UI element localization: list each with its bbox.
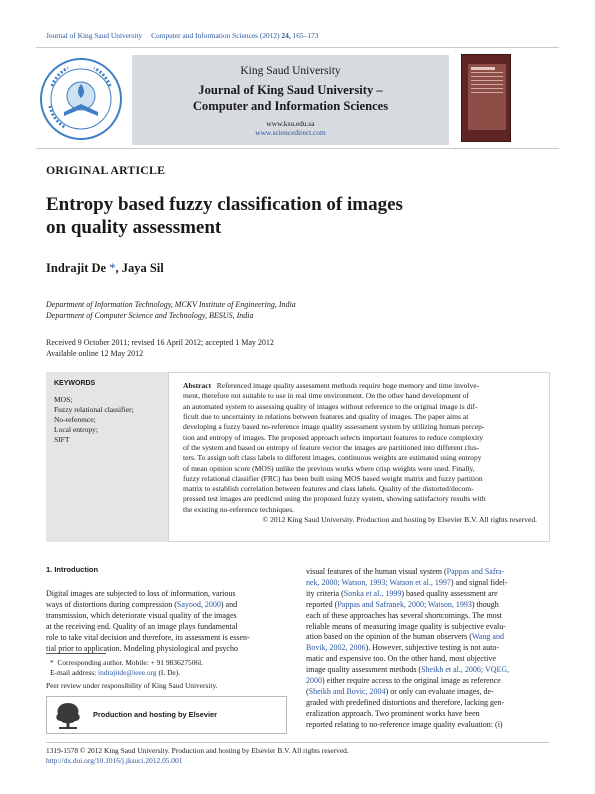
citation-link[interactable]: Sayood, 2000 xyxy=(176,599,221,609)
body-text: ity criteria ( xyxy=(306,588,344,598)
affiliation-2: Department of Computer Science and Technology, BESUS, India xyxy=(46,311,254,320)
body-line xyxy=(46,589,287,600)
footnote-email xyxy=(50,668,180,678)
body-text: ation based on the opinion of the human observers ( xyxy=(306,632,472,642)
title-line-1: Entropy based fuzzy classification of images xyxy=(46,194,403,215)
body-line xyxy=(306,567,549,578)
author-2: , Jaya Sil xyxy=(115,261,164,275)
article-history: Received 9 October 2011; revised 16 April 2012; accepted 1 May 2012 xyxy=(46,338,274,347)
body-text: ). However, subjective testing is not auto- xyxy=(365,643,499,653)
body-line xyxy=(46,622,287,633)
body-text: ( xyxy=(306,686,309,696)
abstract-line: fuzzy relational classifier (FRC) has been built using MOS based weight matrix and fuzzy partition xyxy=(183,473,483,483)
university-name: King Saud University xyxy=(240,65,341,77)
body-line xyxy=(306,720,549,731)
body-text: ) and xyxy=(220,599,238,609)
email-label: E-mail address: xyxy=(50,668,99,677)
production-box xyxy=(46,696,287,734)
journal-title-line1: Journal of King Saud University – xyxy=(198,83,383,97)
body-text: image quality assessment methods ( xyxy=(306,665,422,675)
body-text: reliable means of measuring image quality is subjective evalu- xyxy=(306,621,506,631)
abstract-box xyxy=(168,372,550,542)
footnote-mark: * xyxy=(50,658,54,667)
body-text: at the receiving end. Quality of an image plays fundamental xyxy=(46,621,238,631)
abstract-line: the existing no-reference techniques. xyxy=(183,504,295,514)
footnote-corresponding xyxy=(50,658,203,668)
keywords-box xyxy=(46,372,168,542)
body-text: graded with predefined distortions and therefore, lacking gen- xyxy=(306,697,505,707)
body-line xyxy=(306,687,549,698)
cover-title-bar xyxy=(471,67,495,70)
body-text: ) or only can evaluate images, de- xyxy=(385,686,494,696)
body-text: ) either require access to the original image as reference xyxy=(322,676,501,686)
footnote-rule xyxy=(46,653,106,654)
body-line xyxy=(306,578,549,589)
body-text: ways of distortions during compression ( xyxy=(46,599,177,609)
body-line xyxy=(306,611,549,622)
body-line xyxy=(306,665,549,676)
title-line-2: on quality assessment xyxy=(46,217,222,238)
production-text: Production and hosting by Elsevier xyxy=(93,710,218,719)
body-text: tial prior to application. Modeling physiological and psycho xyxy=(46,643,238,653)
keywords-title: KEYWORDS xyxy=(54,380,96,387)
body-text: Digital images are subjected to loss of information, various xyxy=(46,589,236,598)
citation-link[interactable]: Wang and xyxy=(471,632,504,642)
king-saud-university-logo xyxy=(38,56,124,142)
body-line xyxy=(306,654,549,665)
keyword-item: Fuzzy relational classifier; xyxy=(54,404,134,414)
body-line xyxy=(306,643,549,654)
body-text: reported relating to no-reference image quality evaluation: (i) xyxy=(306,719,503,729)
abstract-line: ment, therefore not suitable to use in real time environment. On the other hand development of xyxy=(183,391,470,401)
journal-header xyxy=(36,47,559,149)
abstract-line: tion and entropy of images. The proposed approach selects important features to reduce complexity xyxy=(183,432,483,442)
body-text: ) and signal fidel- xyxy=(450,577,508,587)
citation-link[interactable]: Pappas and Safra- xyxy=(446,567,505,576)
article-type: ORIGINAL ARTICLE xyxy=(46,163,166,177)
body-line xyxy=(306,622,549,633)
journal-ref-name[interactable]: Journal of King Saud University xyxy=(46,31,143,40)
journal-volume: 24, xyxy=(281,31,291,40)
keyword-item: MOS; xyxy=(54,394,73,404)
abstract-line: Abstract Referenced image quality assessment methods require huge memory and time involve- xyxy=(183,381,480,390)
body-text: role to take vital decision and therefore, its assessment is essen- xyxy=(46,632,250,642)
body-text: matic and expensive too. On the other hand, most objective xyxy=(306,654,496,664)
body-line xyxy=(306,698,549,709)
body-line xyxy=(306,676,549,687)
abstract-line: pressed test images are predicted using the proposed fuzzy system, showing satisfactory results with xyxy=(183,494,486,504)
journal-title-line2: Computer and Information Sciences xyxy=(192,99,389,113)
abstract-line: ters. To assign soft class labels to different images, continuous weights are estimated using entropy xyxy=(183,453,482,463)
abstract-line: of the system and based on entropy of feature vector the images are partitioned into different clus- xyxy=(183,442,480,452)
university-url: www.ksu.edu.sa xyxy=(266,119,315,128)
body-text: transmission, which deteriorate visual quality of the images xyxy=(46,610,237,620)
elsevier-tree-logo xyxy=(51,700,85,731)
abstract-line: of mean opinion score (MOS) unlike the previous works where crisp weights were used. Finally, xyxy=(183,463,475,473)
online-date: Available online 12 May 2012 xyxy=(46,349,144,358)
body-line xyxy=(306,600,549,611)
journal-cover-thumbnail xyxy=(461,54,511,142)
citation-link[interactable]: Pappas and Safranek, 2000; Watson, 1993 xyxy=(337,599,472,609)
body-text: each of these approaches has several shortcomings. The most xyxy=(306,610,503,620)
keyword-item: SIFT xyxy=(54,434,70,444)
body-text: reported ( xyxy=(306,599,338,609)
doi-link[interactable]: http://dx.doi.org/10.1016/j.jksuci.2012.05.001 xyxy=(46,756,183,765)
keyword-item: No-reference; xyxy=(54,414,96,424)
citation-link[interactable]: Sonka et al., 1999 xyxy=(343,588,402,598)
body-column-left xyxy=(46,589,287,654)
abstract-line: developing a fuzzy based no-reference image quality assessment system by utilizing human percep- xyxy=(183,422,485,432)
email-suffix: (I. De). xyxy=(156,668,181,677)
body-text: eralization approach. Two prominent works have been xyxy=(306,708,480,718)
affiliation-1: Department of Information Technology, MCKV Institute of Engineering, India xyxy=(46,300,296,309)
citation-link[interactable]: Sheikh and Bovic, 2004 xyxy=(308,686,386,696)
peer-review-note: Peer review under responsibility of King Saud University. xyxy=(46,681,218,690)
body-line xyxy=(46,600,287,611)
citation-link[interactable]: 2000 xyxy=(306,676,322,686)
abstract-copyright: © 2012 King Saud University. Production and hosting by Elsevier B.V. All rights reserved. xyxy=(262,515,537,525)
abstract-label: Abstract xyxy=(183,381,212,390)
email-link[interactable]: indrajitde@ieee.org xyxy=(98,668,157,677)
abstract-line: ficult due to uncertainty in relations between features and quality of images. The paper aims at xyxy=(183,411,469,421)
body-line xyxy=(46,611,287,622)
body-line xyxy=(306,709,549,720)
sciencedirect-link[interactable]: www.sciencedirect.com xyxy=(255,128,326,137)
body-column-right xyxy=(306,567,549,731)
authors xyxy=(46,261,164,276)
article-title xyxy=(46,193,466,239)
cover-text-lines xyxy=(471,72,503,96)
bottom-rule xyxy=(46,742,549,743)
body-text: ) though xyxy=(471,599,499,609)
abstract-line: an automated system to assessing quality of images without reference to the original image is dif- xyxy=(183,401,478,411)
section-heading-introduction: 1. Introduction xyxy=(46,565,99,574)
body-text: ) based quality assessment are xyxy=(401,588,498,598)
author-1: Indrajit De xyxy=(46,261,107,275)
corresponding-author-mark[interactable]: * xyxy=(109,261,116,275)
abstract-line: matrix to establish correlation between features and class labels. Quality of the distorted/decom- xyxy=(183,484,474,494)
journal-reference xyxy=(46,31,318,40)
issn-copyright-line: 1319-1578 © 2012 King Saud University. Production and hosting by Elsevier B.V. All rights reserved. xyxy=(46,746,349,755)
footnote-text: Corresponding author. Mobile: + 91 983627506l. xyxy=(57,658,204,667)
body-line xyxy=(306,589,549,600)
body-line xyxy=(46,633,287,644)
journal-ref-series: Computer and Information Sciences (2012) xyxy=(151,31,280,40)
body-text: visual features of the human visual system ( xyxy=(306,567,447,576)
citation-link[interactable]: nek, 2000; Watson, 1993; Watson et al., 1997 xyxy=(306,577,451,587)
journal-pages: 165–173 xyxy=(292,31,319,40)
citation-link[interactable]: Sheikh et al., 2006; VQEG, xyxy=(421,665,510,675)
keyword-item: Local entropy; xyxy=(54,424,98,434)
citation-link[interactable]: Bovik, 2002, 2006 xyxy=(306,643,366,653)
body-line xyxy=(306,632,549,643)
